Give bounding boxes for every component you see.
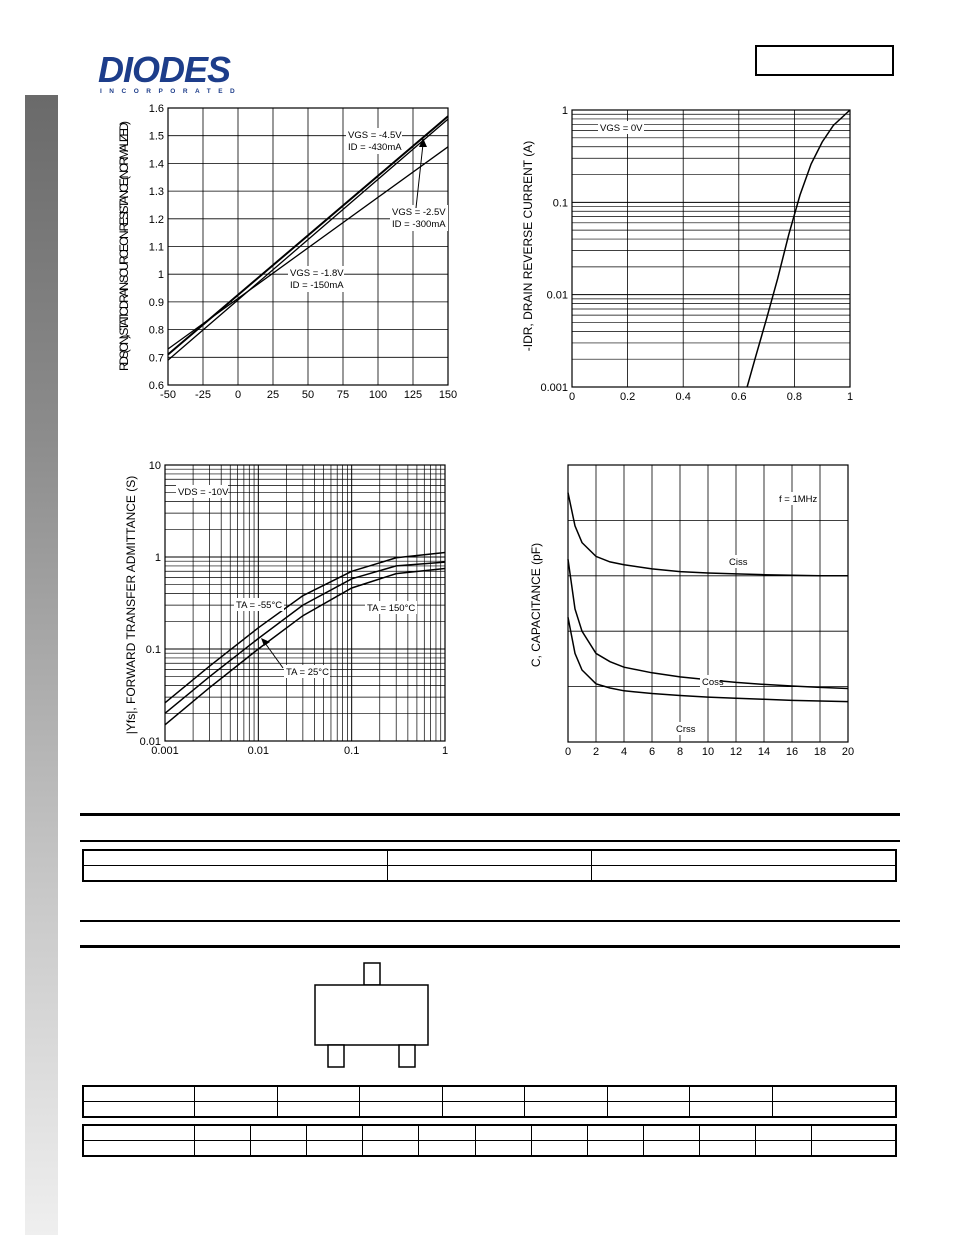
x-tick-label: 0 [234, 389, 242, 401]
y-tick-label: 0.01 [139, 736, 161, 748]
y-tick-label: 1.4 [148, 158, 164, 171]
chart-rds-temperature [100, 100, 480, 410]
annotation-label: VGS = -1.8V [290, 268, 344, 279]
y-tick-label: 0.8 [148, 324, 164, 337]
x-tick-label: 0.8 [786, 391, 803, 403]
x-tick-label: 16 [785, 746, 799, 758]
y-axis-label: -IDR, DRAIN REVERSE CURRENT (A) [521, 140, 535, 352]
x-tick-label: 10 [701, 746, 715, 758]
x-tick-label: 125 [403, 389, 423, 401]
y-axis-label: |Yfs|, FORWARD TRANSFER ADMITTANCE (S) [124, 475, 138, 735]
series-line-1 [165, 553, 445, 703]
diodes-logo [98, 50, 270, 101]
part-number-box [755, 45, 894, 76]
y-tick-label: 1.5 [148, 130, 164, 143]
y-tick-label: 1 [154, 552, 161, 564]
x-tick-label: 6 [648, 746, 656, 758]
y-tick-label: 0.01 [546, 289, 568, 302]
y-axis-label: C, CAPACITANCE (pF) [529, 542, 543, 668]
y-tick-label: 1.3 [148, 186, 164, 199]
y-tick-label: 0.1 [552, 197, 568, 210]
y-tick-label: 0.7 [148, 352, 164, 365]
y-tick-label: 0.001 [540, 382, 568, 394]
table-row [83, 850, 896, 866]
brand-subtitle: INCORPORATED [100, 88, 243, 95]
x-tick-label: 0.4 [675, 391, 691, 403]
x-tick-label: 2 [592, 746, 600, 758]
x-tick-label: 25 [266, 389, 280, 401]
annotation-arrow [265, 643, 283, 668]
ordering-table [82, 849, 897, 882]
y-tick-label: 0.9 [148, 296, 164, 309]
x-tick-label: 100 [368, 389, 388, 401]
annotation-label: VGS = -4.5V [348, 130, 402, 141]
annotation-arrow [416, 144, 423, 208]
x-tick-label: 12 [729, 746, 743, 758]
annotation-label: VGS = 0V [600, 123, 643, 134]
table-row [83, 1086, 896, 1102]
chart-drain-reverse-current [500, 100, 880, 410]
chart-capacitance [500, 455, 880, 765]
annotation-label: TA = 150°C [367, 603, 416, 614]
x-tick-label: 0.1 [344, 745, 360, 757]
chart-forward-transfer-admittance [100, 455, 480, 765]
y-tick-label: 1 [561, 105, 568, 117]
section-rule-2 [80, 840, 900, 842]
y-tick-label: 1.2 [148, 213, 164, 226]
section-rule-4 [80, 945, 900, 948]
x-tick-label: 75 [336, 389, 350, 401]
x-tick-label: 150 [438, 389, 458, 401]
series-line-1 [747, 110, 850, 387]
x-tick-label: 1 [846, 391, 854, 403]
table-row [83, 1125, 896, 1141]
x-tick-label: 1 [441, 745, 449, 757]
y-tick-label: 1 [157, 269, 164, 282]
dimensions-table-1 [82, 1085, 897, 1118]
y-tick-label: 0.1 [145, 644, 161, 656]
annotation-label: VGS = -2.5V [392, 207, 446, 218]
x-tick-label: -50 [160, 389, 176, 401]
series-line-3 [165, 569, 445, 725]
y-tick-label: 0.6 [148, 380, 164, 392]
y-tick-label: 10 [148, 460, 161, 472]
brand-name: DIODES [98, 50, 231, 90]
package-outline-drawing [300, 955, 450, 1075]
section-rule-3 [80, 920, 900, 922]
y-axis-label: RDS(ON), STATIC DRAIN-SOURCE ON-RESISTANCE (NORMALIZED) [117, 120, 131, 371]
dimensions-table-2 [82, 1124, 897, 1157]
x-tick-label: -25 [195, 389, 211, 401]
table-row [83, 866, 896, 882]
annotation-sublabel: ID = -300mA [392, 219, 446, 230]
y-tick-label: 1.6 [148, 103, 164, 115]
x-tick-label: 0.001 [151, 745, 179, 757]
annotation-label: Crss [676, 724, 696, 735]
x-tick-label: 50 [301, 389, 315, 401]
table-row [83, 1102, 896, 1118]
table-row [83, 1141, 896, 1157]
annotation-arrowhead [261, 638, 270, 646]
section-rule-1 [80, 813, 900, 816]
x-tick-label: 20 [841, 746, 855, 758]
sidebar-band [25, 95, 58, 1235]
x-tick-label: 18 [813, 746, 827, 758]
annotation-label: TA = 25°C [286, 667, 329, 678]
x-tick-label: 0.2 [619, 391, 636, 403]
annotation-label: VDS = -10V [178, 487, 229, 498]
x-tick-label: 8 [676, 746, 684, 758]
annotation-label: f = 1MHz [779, 494, 818, 505]
annotation-sublabel: ID = -430mA [348, 142, 402, 153]
annotation-label: TA = -55°C [236, 600, 283, 611]
y-tick-label: 1.1 [148, 241, 164, 254]
annotation-label: Ciss [729, 557, 748, 568]
x-tick-label: 14 [757, 746, 771, 758]
annotation-sublabel: ID = -150mA [290, 280, 344, 291]
x-tick-label: 0.01 [247, 745, 270, 757]
x-tick-label: 0 [568, 391, 576, 403]
x-tick-label: 4 [620, 746, 628, 758]
x-tick-label: 0 [564, 746, 572, 758]
annotation-label: Coss [702, 677, 724, 688]
x-tick-label: 0.6 [731, 391, 747, 403]
plot-frame [572, 110, 850, 387]
